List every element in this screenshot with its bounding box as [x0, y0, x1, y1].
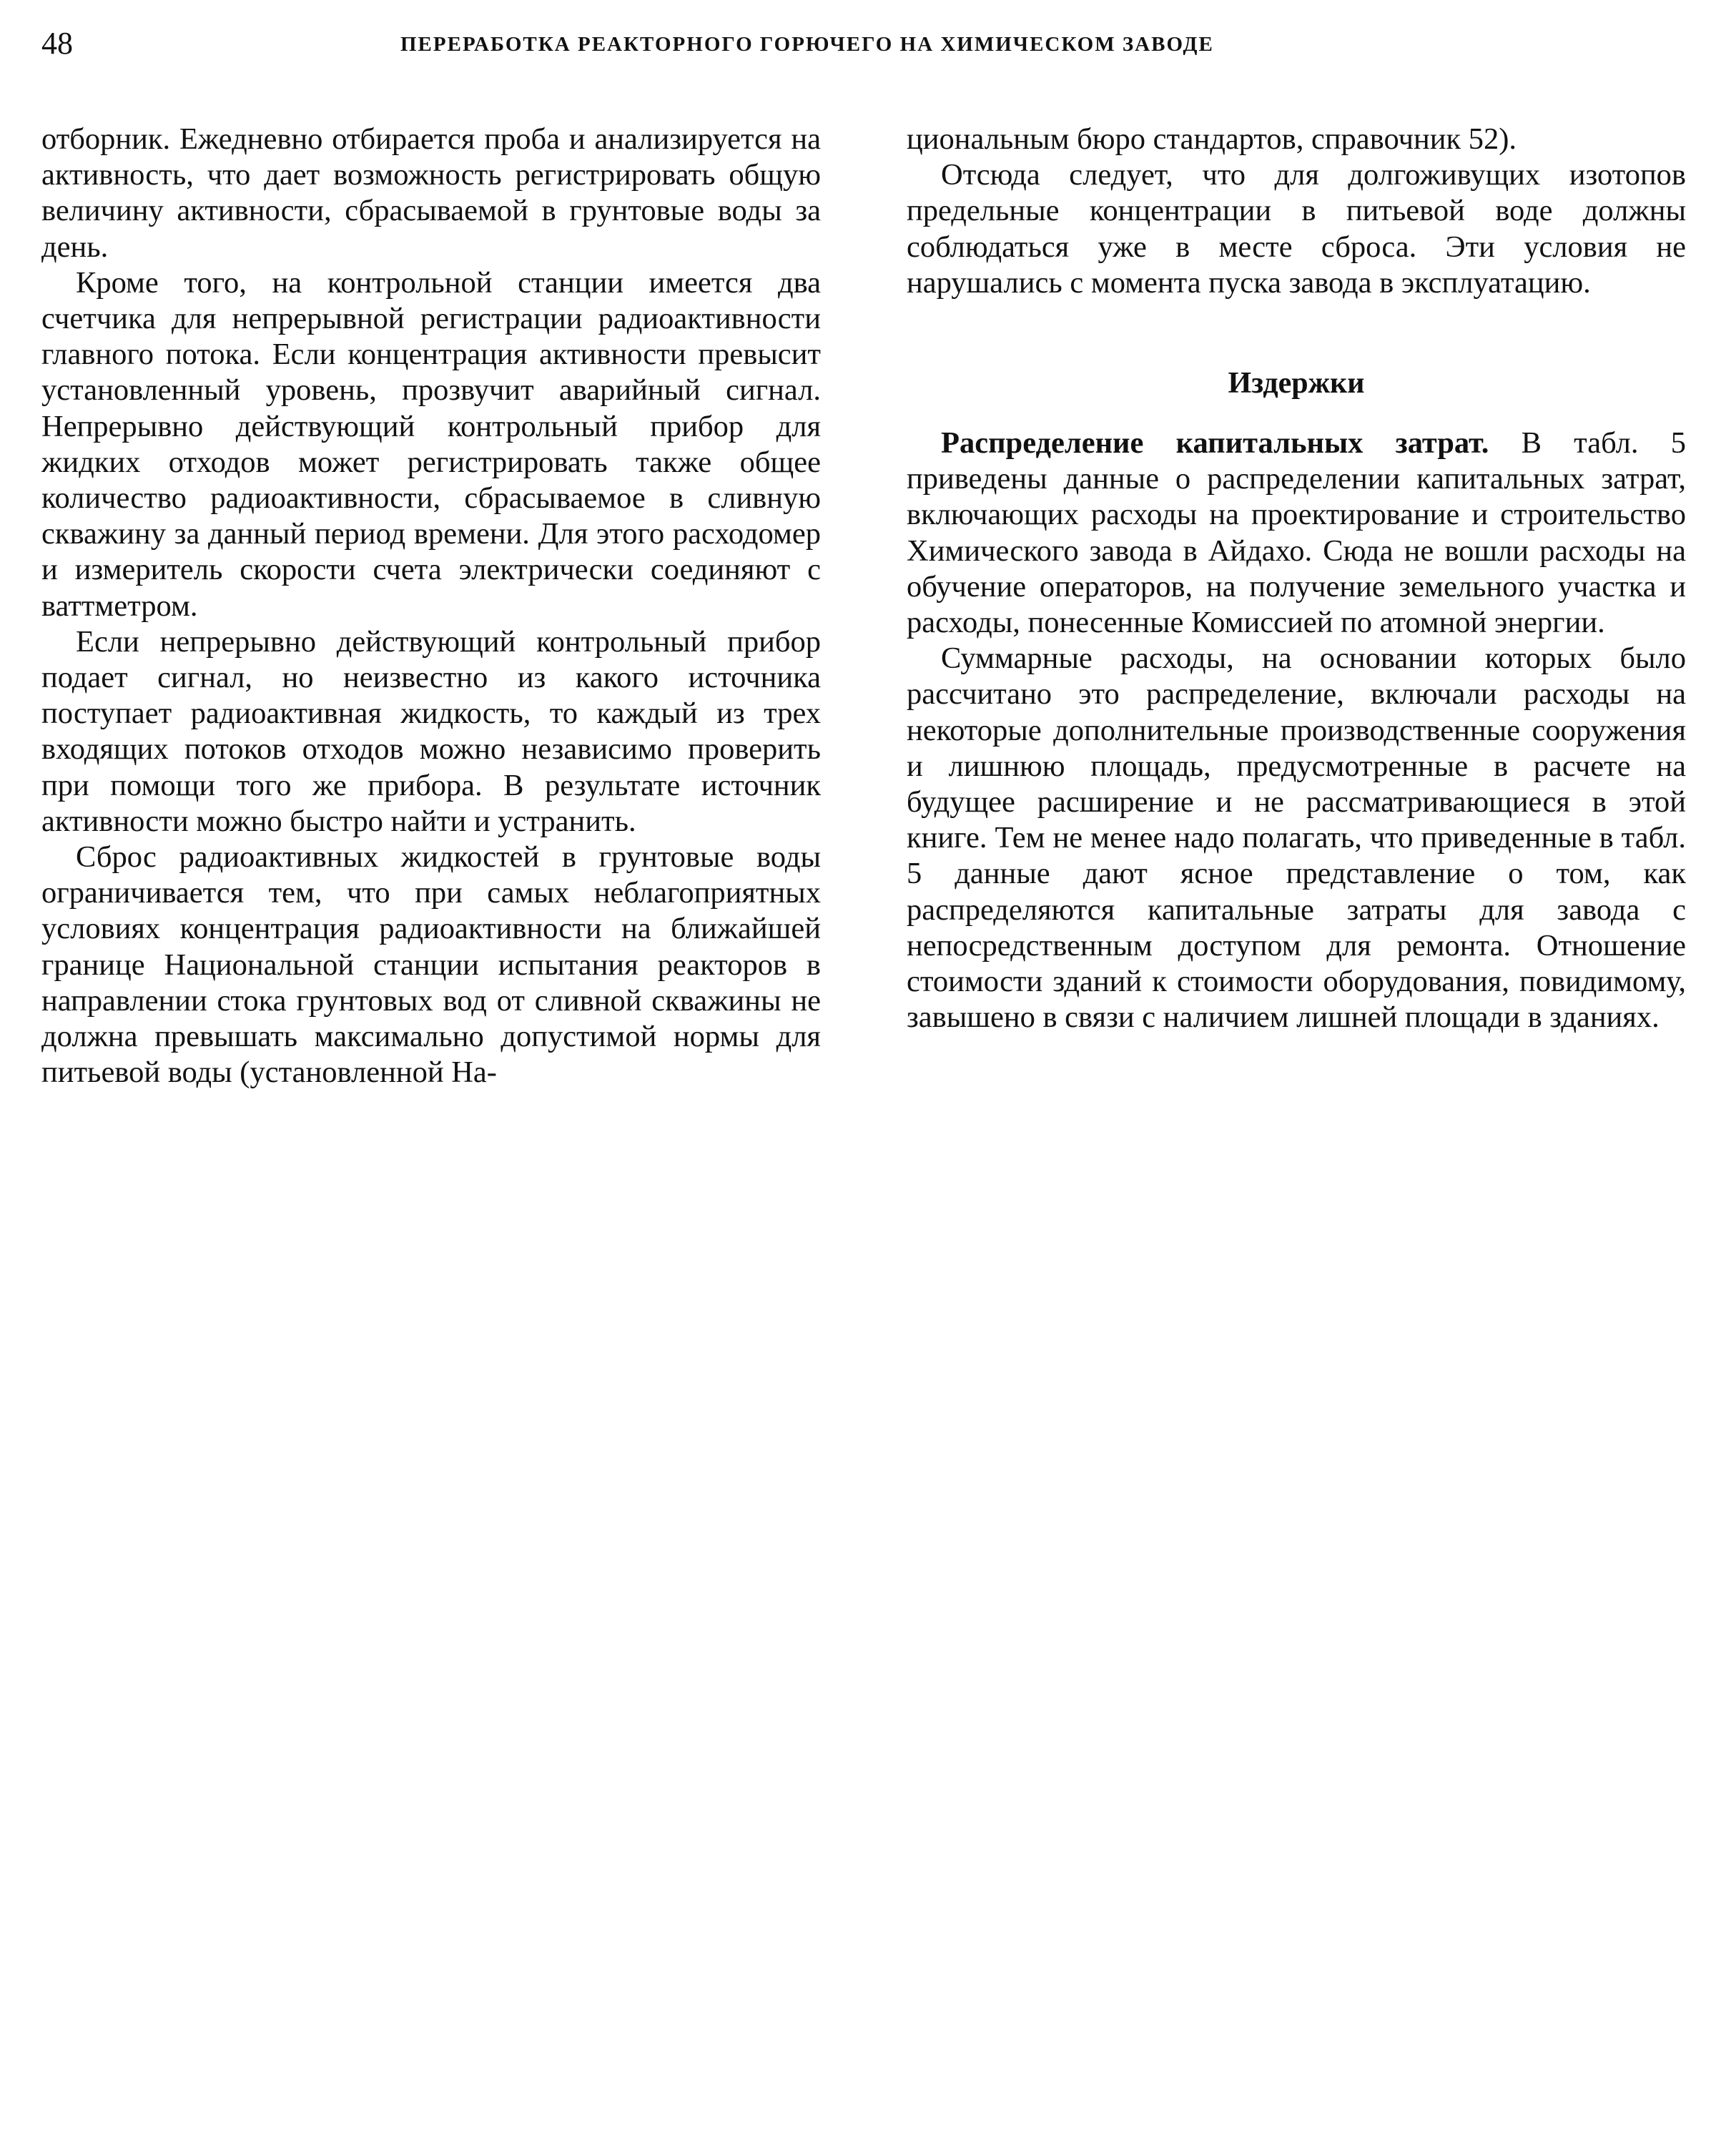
paragraph — [907, 425, 1686, 641]
paragraph: Суммарные расходы, на основании которых было рассчитано это распределение, включали расходы на некоторые дополнительные производственные сооружения и лишнюю площадь, предусмотренные в расчете на будущее расширение и не рассматривающиеся в этой книге. Тем не менее надо полагать, что приведенные в табл. 5 данные дают ясное представление о том, как распределяются капитальные затраты для завода с непосредственным доступом для ремонта. Отношение стоимости зданий к стоимости оборудования, повидимому, завышено в связи с наличием лишней площади в зданиях. — [907, 641, 1686, 1035]
running-title: ПЕРЕРАБОТКА РЕАКТОРНОГО ГОРЮЧЕГО НА ХИМИЧЕСКОМ ЗАВОДЕ — [400, 33, 1214, 56]
paragraph: Сброс радиоактивных жидкостей в грунтовые воды ограничивается тем, что при самых неблагоприятных условиях концентрация радиоактивности на ближайшей границе Национальной станции испытания реакторов в направлении стока грунтовых вод от сливной скважины не должна превышать максимально допустимой нормы для питьевой воды (установленной На- — [41, 840, 821, 1090]
run-in-heading: Распределение капитальных затрат. — [941, 426, 1489, 461]
section-heading: Издержки — [1228, 367, 1365, 400]
paragraph-text: В табл. 5 приведены данные о распределении капитальных затрат, включающих расходы на проектирование и строительство Химического завода в Айдахо. Сюда не вошли расходы на обучение операторов, на получение земельного участка и расходы, понесенные Комиссией по атомной энергии. — [907, 426, 1686, 640]
paragraph: отборник. Ежедневно отбирается проба и анализируется на активность, что дает возможность регистрировать общую величину активности, сбрасываемой в грунтовые воды за день. — [41, 122, 821, 264]
left-column — [41, 122, 821, 1091]
paragraph: циональным бюро стандартов, справочник 52). — [907, 122, 1517, 156]
right-column — [907, 122, 1686, 1035]
paragraph: Кроме того, на контрольной станции имеется два счетчика для непрерывной регистрации радиоактивности главного потока. Если концентрация активности превысит установленный уровень, прозвучит аварийный сигнал. Непрерывно действующий контрольный прибор для жидких отходов может регистрировать также общее количество радиоактивности, сбрасываемое в сливную скважину за данный период времени. Для этого расходомер и измеритель скорости счета электрически соединяют с ваттметром. — [41, 265, 821, 623]
paragraph: Отсюда следует, что для долгоживущих изотопов предельные концентрации в питьевой воде должны соблюдаться уже в месте сброса. Эти условия не нарушались с момента пуска завода в эксплуатацию. — [907, 158, 1686, 300]
paragraph: Если непрерывно действующий контрольный прибор подает сигнал, но неизвестно из какого источника поступает радиоактивная жидкость, то каждый из трех входящих потоков отходов можно независимо проверить при помощи того же прибора. В результате источник активности можно быстро найти и устранить. — [41, 624, 821, 838]
page-number: 48 — [41, 26, 73, 61]
